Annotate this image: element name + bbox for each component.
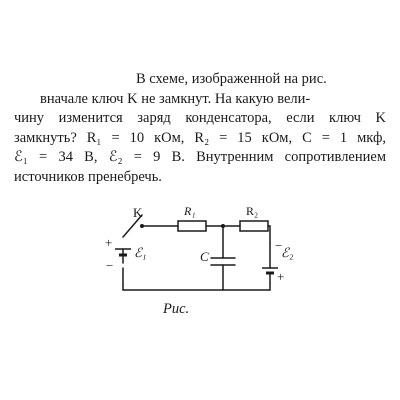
problem-text [14,70,386,187]
label-plus-right: + [277,269,285,284]
label-emf1: ℰ₁ [134,245,147,260]
resistor-r1 [178,221,206,231]
label-switch: K [133,205,143,220]
wire-left-bottom [123,283,270,290]
label-emf2: ℰ₂ [281,245,294,260]
label-minus-right: − [275,238,283,253]
problem-line-6: источников пренебречь. [14,168,162,185]
problem-line-2: вначале ключ K не замкнут. На какую вели- [40,90,311,107]
label-capacitor: C [200,249,209,264]
circuit-diagram [90,195,300,300]
problem-line-4: замкнуть? R₁ = 10 кОм, R₂ = 15 кОм, C = 1 мкф, [14,129,386,146]
problem-line-1: В схеме, изображенной на рис. [136,71,327,87]
problem-line-3: чину изменится заряд конденсатора, если ключ K [14,110,386,126]
label-r2: R₂ [246,204,259,218]
junction-dot [221,224,225,228]
label-plus-left: + [105,235,113,250]
problem-line-5: ℰ₁ = 34 В, ℰ₂ = 9 В. Внутренним сопротивлением [14,149,386,165]
figure-caption: Рис. [163,301,190,317]
label-minus-left: − [106,258,114,273]
resistor-r2 [240,221,268,231]
switch-contact [140,224,144,228]
label-r1: R₁ [184,204,196,218]
